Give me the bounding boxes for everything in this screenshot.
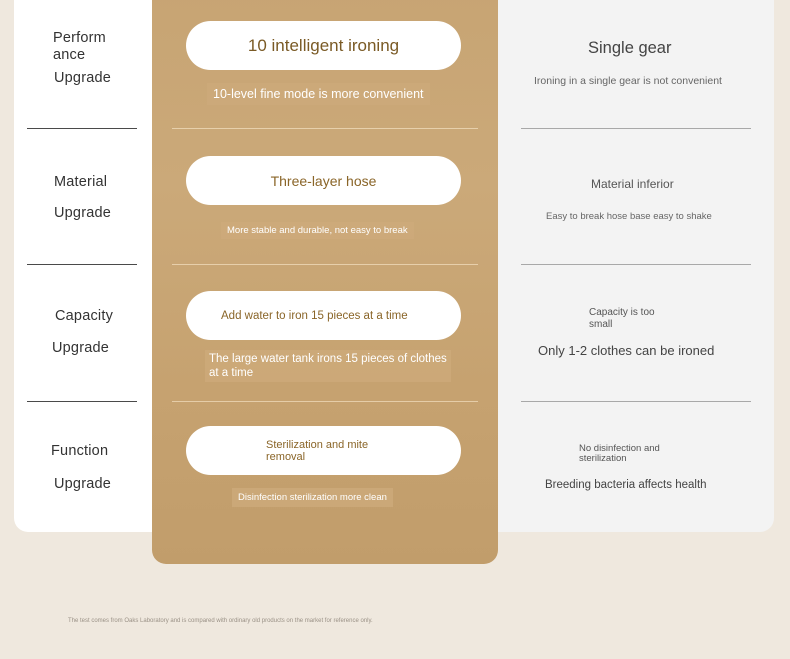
highlight-pill: [186, 426, 461, 475]
highlight-subtext: 10-level fine mode is more convenient: [207, 83, 430, 105]
row-divider: [521, 128, 751, 129]
compare-title: Single gear: [588, 39, 672, 57]
compare-detail: Breeding bacteria affects health: [545, 479, 707, 491]
row-divider: [521, 401, 751, 402]
compare-title: Material inferior: [591, 177, 674, 191]
compare-title: No disinfection and sterilization: [579, 443, 660, 464]
row-divider: [521, 264, 751, 265]
highlight-subtext: Disinfection sterilization more clean: [232, 488, 393, 507]
compare-title: Capacity is too small: [589, 307, 655, 330]
row-divider: [172, 401, 478, 402]
footnote: The test comes from Oaks Laboratory and is compared with ordinary old products on the market for reference only.: [68, 618, 373, 624]
highlight-subtext: More stable and durable, not easy to break: [221, 222, 414, 239]
row-label-capacity: Capacity Upgrade: [52, 308, 114, 356]
row-divider: [172, 264, 478, 265]
compare-detail: Only 1-2 clothes can be ironed: [538, 343, 715, 358]
highlight-subtext: The large water tank irons 15 pieces of clothes at a time: [205, 350, 451, 382]
highlight-text: Sterilization and mite removal: [266, 438, 369, 463]
row-divider: [27, 264, 137, 265]
compare-detail: Easy to break hose base easy to shake: [546, 211, 712, 222]
row-label-performance: Perform ance Upgrade: [53, 30, 112, 86]
row-label-function: Function Upgrade: [51, 443, 112, 492]
highlight-pill: 10 intelligent ironing: [186, 21, 461, 70]
compare-detail: Ironing in a single gear is not convenient: [534, 75, 722, 87]
row-divider: [27, 128, 137, 129]
highlight-pill: Add water to iron 15 pieces at a time: [186, 291, 461, 340]
row-divider: [172, 128, 478, 129]
row-divider: [27, 401, 137, 402]
highlight-pill: Three-layer hose: [186, 156, 461, 205]
row-label-material: Material Upgrade: [54, 174, 112, 221]
